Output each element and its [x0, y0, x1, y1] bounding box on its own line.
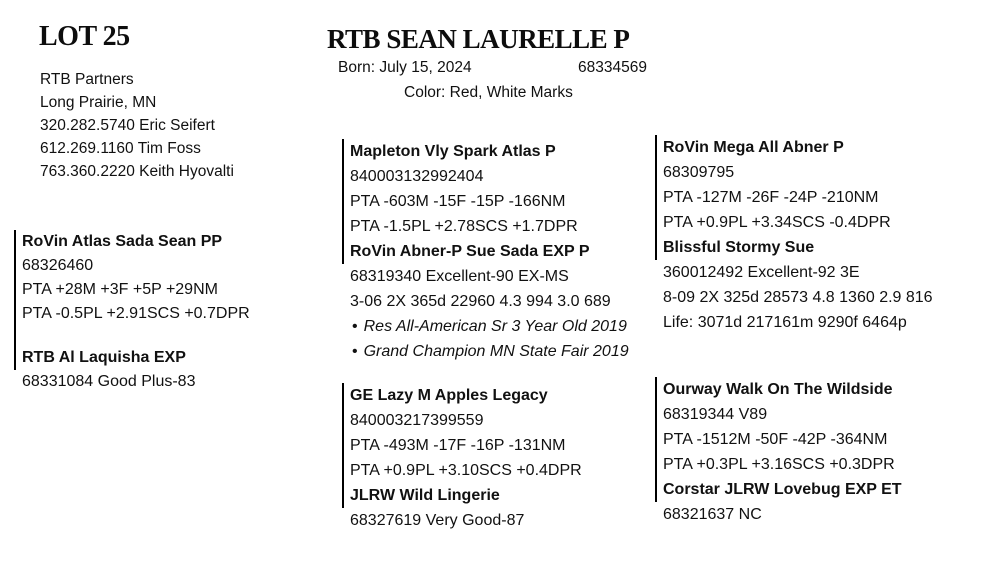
dam-data-line: 68319340 Excellent-90 EX-MS [350, 268, 569, 285]
pedigree-connector-bar [655, 377, 902, 502]
sire-name: RoVin Atlas Sada Sean PP [22, 233, 223, 250]
pedigree-gen3-bottom-block [655, 377, 902, 527]
sire-data-line: PTA -0.5PL +2.91SCS +0.7DPR [22, 305, 250, 322]
sire-data-line: PTA -1512M -50F -42P -364NM [663, 431, 888, 448]
pedigree-gen2-top-block [342, 139, 629, 364]
sire-name: GE Lazy M Apples Legacy [350, 387, 548, 404]
dam-data-line: 68327619 Very Good-87 [350, 512, 525, 529]
dam-data-line: 68321637 NC [663, 506, 762, 523]
sire-data-line: 840003217399559 [350, 412, 484, 429]
dam-name: Blissful Stormy Sue [663, 239, 815, 256]
dam-name: Corstar JLRW Lovebug EXP ET [663, 481, 902, 498]
sire-name: Mapleton Vly Spark Atlas P [350, 143, 556, 160]
sire-data-line: PTA -1.5PL +2.78SCS +1.7DPR [350, 218, 578, 235]
sire-data-line: PTA +0.9PL +3.10SCS +0.4DPR [350, 462, 582, 479]
sire-data-line: PTA -127M -26F -24P -210NM [663, 189, 879, 206]
born-date: Born: July 15, 2024 [338, 59, 472, 76]
consignor-block [40, 68, 234, 183]
sire-data-line: PTA +28M +3F +5P +29NM [22, 281, 218, 298]
consignor-name: RTB Partners [40, 71, 134, 88]
sire-data-line: 840003132992404 [350, 168, 484, 185]
pedigree-connector-bar [342, 383, 582, 508]
dam-data-line: 8-09 2X 325d 28573 4.8 1360 2.9 816 [663, 289, 933, 306]
bullet-icon: • [352, 343, 358, 360]
consignor-phone: 612.269.1160 Tim Foss [40, 140, 201, 157]
sire-data-line: 68319344 V89 [663, 406, 768, 423]
sire-name: RoVin Mega All Abner P [663, 139, 844, 156]
pedigree-connector-bar [655, 135, 933, 260]
consignor-phone: 763.360.2220 Keith Hyovalti [40, 163, 234, 180]
sire-data-line: 68309795 [663, 164, 735, 181]
registration-number: 68334569 [578, 59, 647, 76]
sire-data-line: 68326460 [22, 257, 94, 274]
pedigree-connector-bar [342, 139, 629, 264]
dam-name: RTB Al Laquisha EXP [22, 349, 186, 366]
dam-data-line: 68331084 Good Plus-83 [22, 373, 196, 390]
award-text: Res All-American Sr 3 Year Old 2019 [363, 318, 627, 335]
dam-data-line: 360012492 Excellent-92 3E [663, 264, 860, 281]
animal-name-title: RTB SEAN LAURELLE P [327, 24, 630, 54]
pedigree-gen2-bottom-block [342, 383, 582, 533]
pedigree-connector-bar [14, 230, 250, 370]
sire-data-line: PTA +0.3PL +3.16SCS +0.3DPR [663, 456, 895, 473]
sire-data-line: PTA +0.9PL +3.34SCS -0.4DPR [663, 214, 891, 231]
sire-data-line: PTA -493M -17F -16P -131NM [350, 437, 566, 454]
consignor-phone: 320.282.5740 Eric Seifert [40, 117, 215, 134]
sire-data-line: PTA -603M -15F -15P -166NM [350, 193, 566, 210]
award-text: Grand Champion MN State Fair 2019 [363, 343, 629, 360]
award-item [342, 339, 629, 364]
consignor-location: Long Prairie, MN [40, 94, 157, 111]
award-item [342, 314, 629, 339]
sire-name: Ourway Walk On The Wildside [663, 381, 893, 398]
pedigree-gen1-block [14, 230, 250, 394]
lot-number: LOT 25 [39, 21, 130, 52]
bullet-icon: • [352, 318, 358, 335]
dam-data-line: 3-06 2X 365d 22960 4.3 994 3.0 689 [350, 293, 611, 310]
dam-name: JLRW Wild Lingerie [350, 487, 500, 504]
pedigree-gen3-top-block [655, 135, 933, 335]
dam-data-line: Life: 3071d 217161m 9290f 6464p [663, 314, 907, 331]
color-description: Color: Red, White Marks [404, 84, 573, 101]
dam-name: RoVin Abner-P Sue Sada EXP P [350, 243, 590, 260]
